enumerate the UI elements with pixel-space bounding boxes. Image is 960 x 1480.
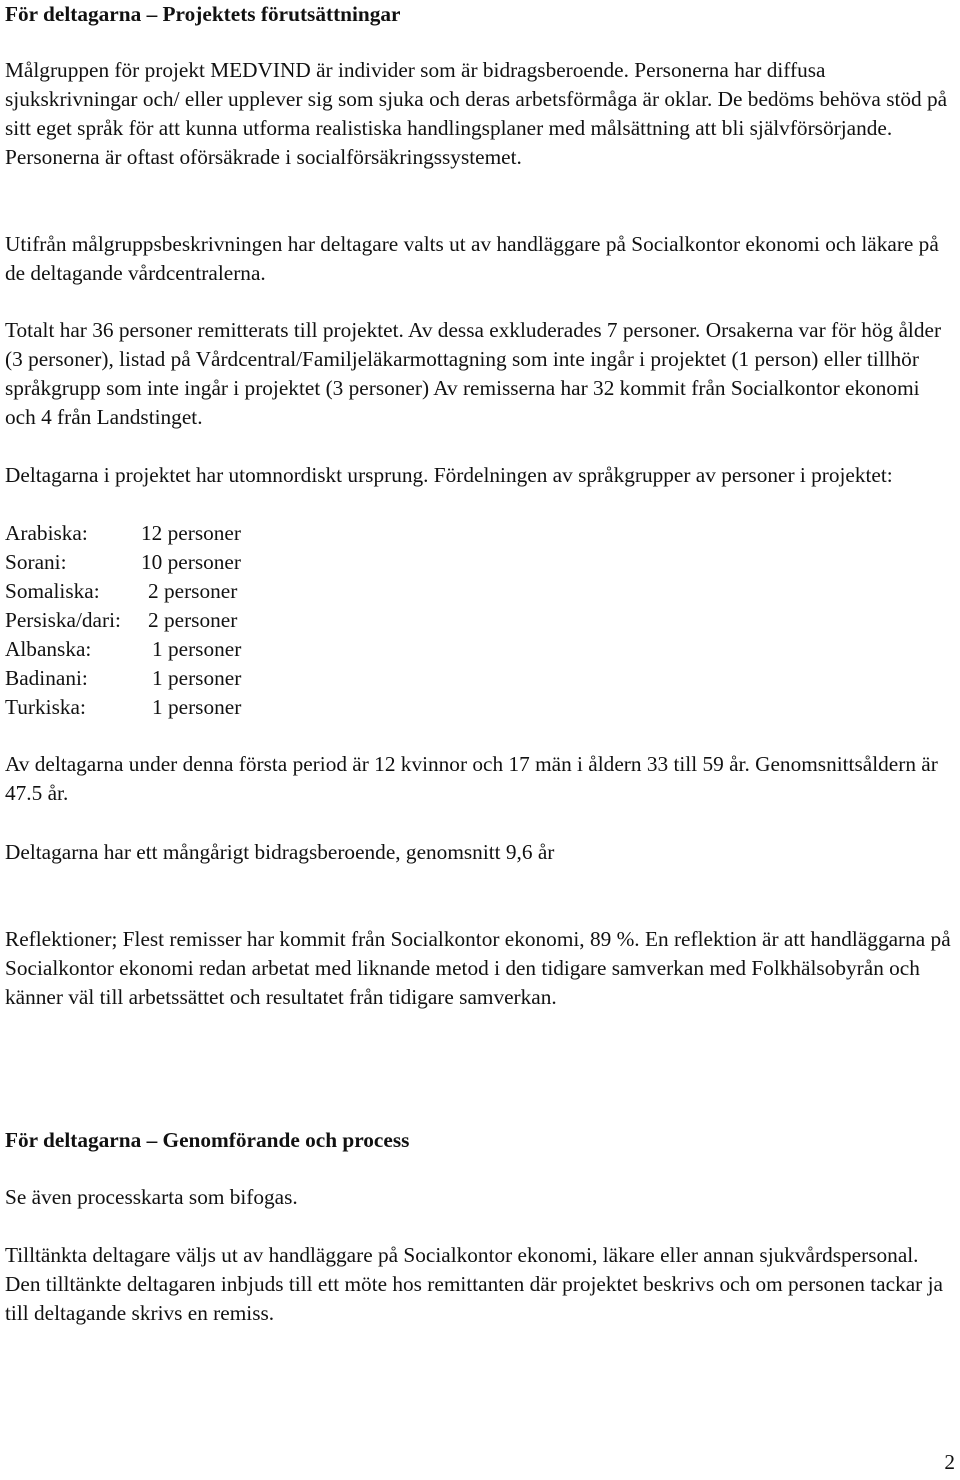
language-count: 12 personer bbox=[141, 521, 241, 545]
language-name: Sorani: bbox=[5, 550, 67, 574]
paragraph-alder: Av deltagarna under denna första period är 12 kvinnor och 17 män i åldern 33 till 59 år. Genomsnittsåldern är 47.5 år. bbox=[5, 752, 938, 805]
section-heading-genomforande: För deltagarna – Genomförande och process bbox=[5, 1128, 410, 1152]
language-count: 1 personer bbox=[152, 666, 242, 690]
language-count: 1 personer bbox=[152, 637, 242, 661]
paragraph-tilltankta-deltagare: Tilltänkta deltagare väljs ut av handläggare på Socialkontor ekonomi, läkare eller annan sjukvårdspersonal. Den tilltänkte deltagaren inbjuds till ett möte hos remittanten där projektet beskrivs och om personen tackar ja till deltagande skrivs en remiss. bbox=[5, 1243, 943, 1325]
language-name: Somaliska: bbox=[5, 579, 100, 603]
list-item bbox=[5, 693, 405, 722]
language-distribution-list bbox=[5, 519, 405, 722]
section-heading-forutsattningar: För deltagarna – Projektets förutsättningar bbox=[5, 2, 401, 26]
list-item bbox=[5, 577, 405, 606]
language-count: 2 personer bbox=[148, 579, 238, 603]
language-name: Arabiska: bbox=[5, 521, 88, 545]
list-item bbox=[5, 635, 405, 664]
paragraph-bidragsberoende: Deltagarna har ett mångårigt bidragsberoende, genomsnitt 9,6 år bbox=[5, 840, 555, 864]
list-item bbox=[5, 606, 405, 635]
list-item bbox=[5, 664, 405, 693]
paragraph-remitterade: Totalt har 36 personer remitterats till projektet. Av dessa exkluderades 7 personer. Orsakerna var för hög ålder (3 personer), listad på Vårdcentral/Familjeläkarmottagning som inte ingår i projektet (1 person) eller tillhör språkgrupp som inte ingår i projektet (3 personer) Av remisserna har 32 kommit från Socialkontor ekonomi och 4 från Landstinget. bbox=[5, 318, 942, 429]
paragraph-malgrupp: Målgruppen för projekt MEDVIND är individer som är bidragsberoende. Personerna har diffusa sjukskrivningar och/ eller upplever sig som sjuka och deras arbetsförmåga är oklar. De bedöms behöva stöd på sitt eget språk för att kunna utforma realistiska handlingsplaner med målsättning att bli självförsörjande. Personerna är oftast oförsäkrade i socialförsäkringssystemet. bbox=[5, 58, 948, 169]
paragraph-urval: Utifrån målgruppsbeskrivningen har deltagare valts ut av handläggare på Socialkontor ekonomi och läkare på de deltagande vårdcentralerna. bbox=[5, 232, 939, 285]
language-name: Albanska: bbox=[5, 637, 92, 661]
language-name: Badinani: bbox=[5, 666, 88, 690]
page-number: 2 bbox=[944, 1450, 955, 1474]
paragraph-sprakgrupper: Deltagarna i projektet har utomnordiskt ursprung. Fördelningen av språkgrupper av personer i projektet: bbox=[5, 463, 893, 487]
language-count: 2 personer bbox=[148, 608, 238, 632]
language-name: Persiska/dari: bbox=[5, 608, 121, 632]
language-count: 1 personer bbox=[152, 695, 242, 719]
list-item bbox=[5, 548, 405, 577]
paragraph-reflektioner: Reflektioner; Flest remisser har kommit från Socialkontor ekonomi, 89 %. En reflektion är att handläggarna på Socialkontor ekonomi redan arbetat med liknande metod i den tidigare samverkan med Folkhälsobyrån och känner väl till arbetssättet och resultatet från tidigare samverkan. bbox=[5, 927, 951, 1009]
language-name: Turkiska: bbox=[5, 695, 86, 719]
list-item bbox=[5, 519, 405, 548]
paragraph-processkarta: Se även processkarta som bifogas. bbox=[5, 1185, 298, 1209]
language-count: 10 personer bbox=[141, 550, 241, 574]
